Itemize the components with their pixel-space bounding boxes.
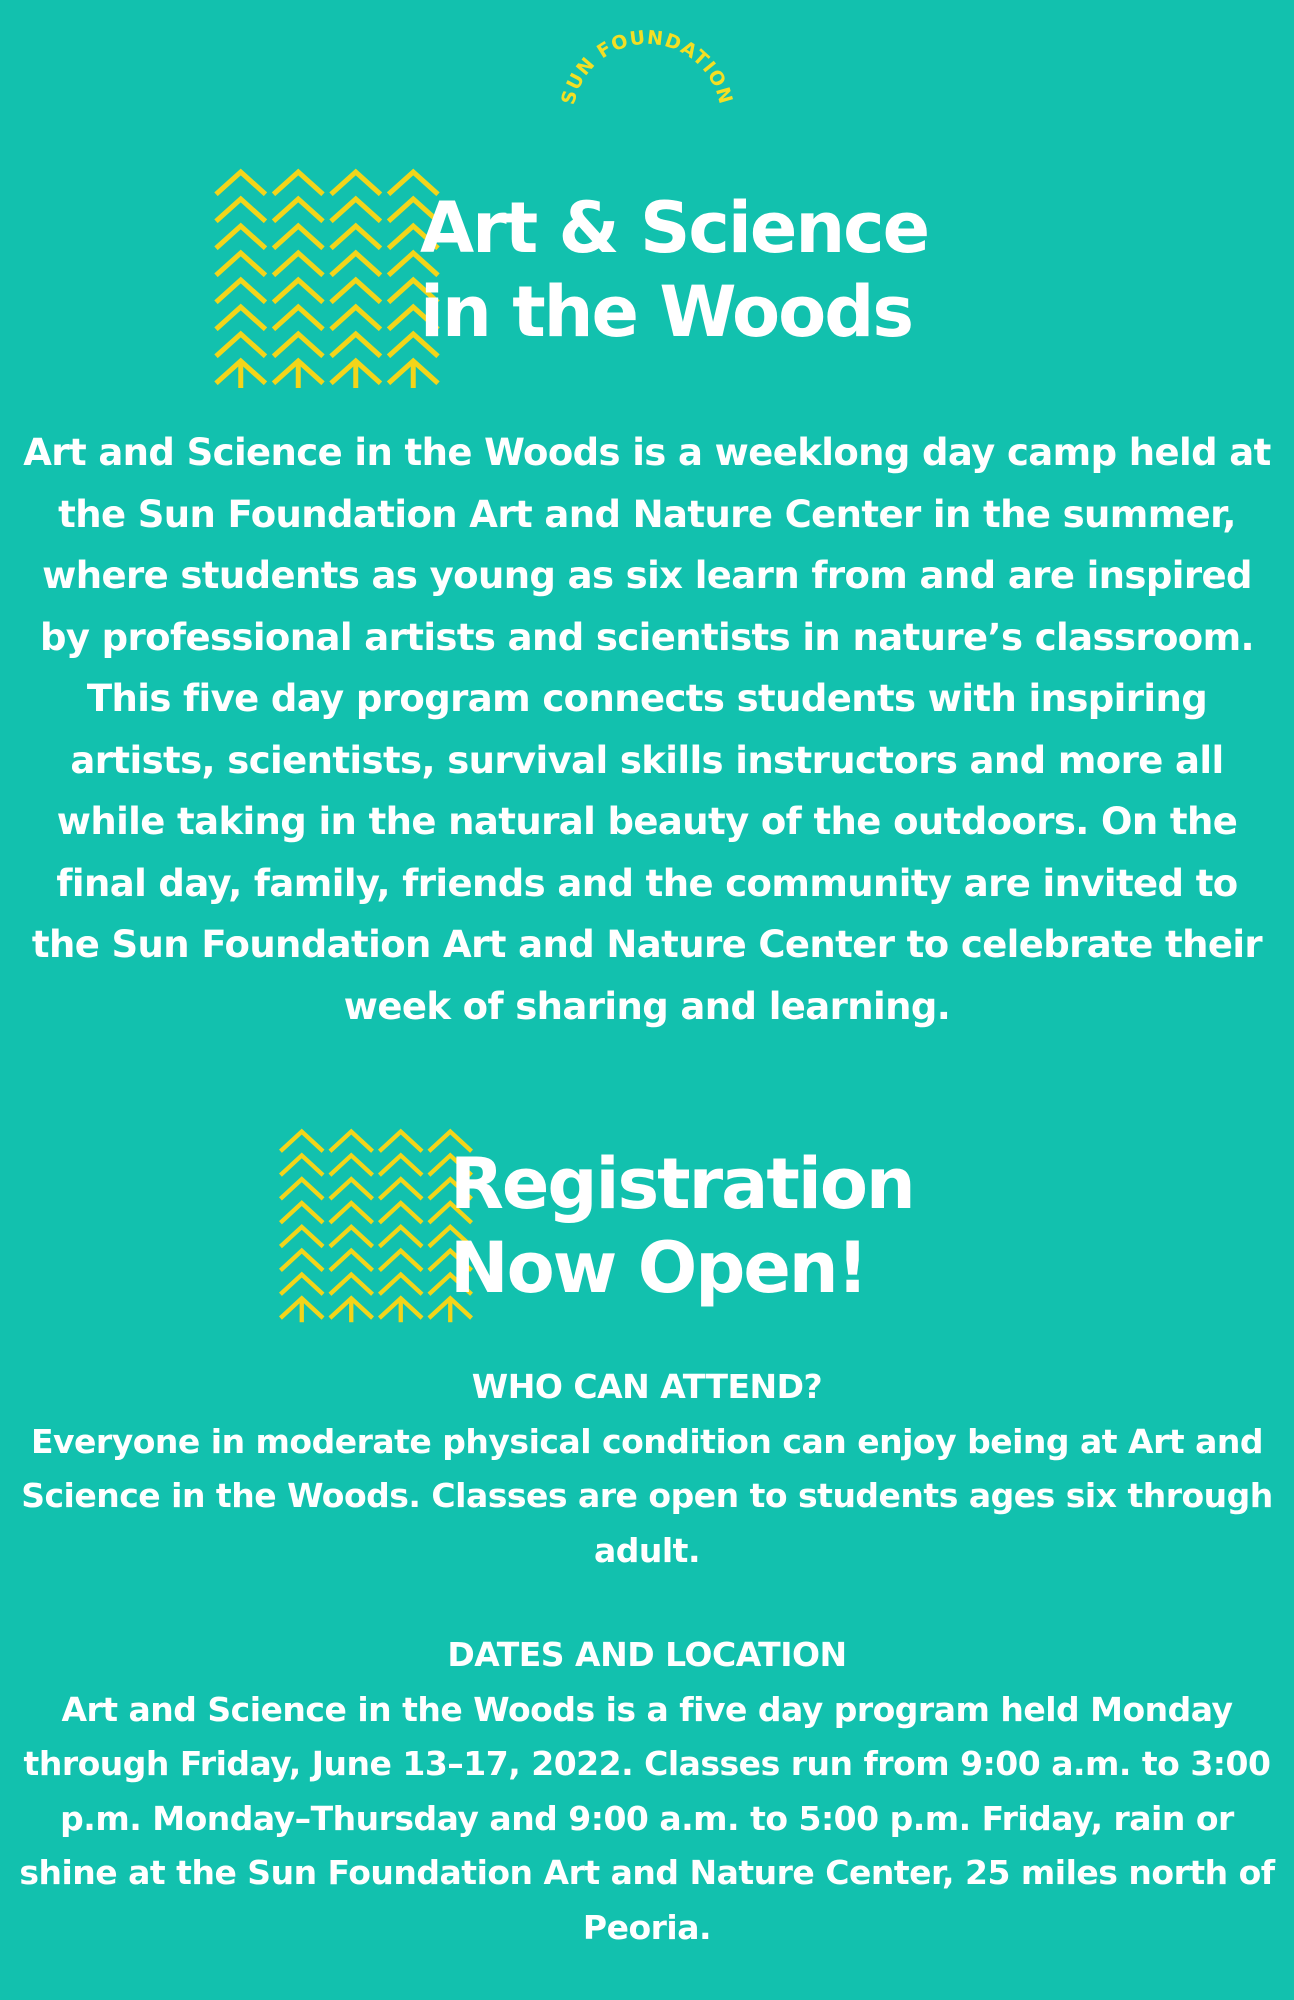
page-title — [420, 186, 928, 354]
chevron-stroke — [274, 280, 324, 302]
dates-location-section — [10, 1628, 1284, 1955]
chevron-stroke — [274, 199, 324, 221]
intro-text — [20, 422, 1274, 1037]
chevron-stroke — [331, 226, 381, 248]
chevron-stroke — [216, 172, 266, 194]
sun-foundation-logo — [547, 14, 747, 124]
chevron-stroke — [216, 307, 266, 329]
chevron-stroke — [331, 280, 381, 302]
chevron-stroke — [379, 1251, 422, 1271]
dates-location-label: DATES AND LOCATION — [447, 1635, 847, 1674]
chevron-stroke — [216, 334, 266, 356]
chevron-stroke — [379, 1179, 422, 1199]
intro-paragraph-2: This five day program connects students with inspiring artists, scientists, survival skills instructors and more all while taking in the natural beauty of the outdoors. On the final day, family, friends and the community are invited to the Sun Foundation Art and Nature Center to celebrate their week of sharing and learning. — [31, 677, 1263, 1028]
who-can-attend-label: WHO CAN ATTEND? — [471, 1367, 823, 1406]
chevron-stroke — [330, 1203, 373, 1223]
chevron-stroke — [330, 1227, 373, 1247]
chevron-pattern-icon — [212, 160, 442, 390]
chevron-stroke — [379, 1155, 422, 1175]
chevron-stroke — [379, 1227, 422, 1247]
chevron-stroke — [280, 1132, 323, 1152]
chevron-stroke — [331, 253, 381, 275]
chevron-stroke — [330, 1155, 373, 1175]
chevron-stroke — [280, 1179, 323, 1199]
chevron-stroke — [331, 307, 381, 329]
chevron-stroke — [280, 1203, 323, 1223]
chevron-stroke — [331, 334, 381, 356]
who-can-attend-text: Everyone in moderate physical condition can enjoy being at Art and Science in the Woods. Classes are open to students ages six through adult. — [21, 1421, 1273, 1570]
chevron-stroke — [331, 172, 381, 194]
title-line-2: in the Woods — [420, 271, 913, 353]
chevron-stroke — [216, 280, 266, 302]
chevron-stroke — [331, 199, 381, 221]
chevron-stroke — [330, 1179, 373, 1199]
chevron-stroke — [274, 334, 324, 356]
chevron-stroke — [330, 1132, 373, 1152]
chevron-stroke — [274, 307, 324, 329]
dates-location-text: Art and Science in the Woods is a five day program held Monday through Friday, June 13–17, 2022. Classes run from 9:00 a.m. to 3:00 p.m. Monday–Thursday and 9:00 a.m. to 5:00 p.m. Friday, rain or shine at the Sun Foundation Art and Nature Center, 25 miles north of Peoria. — [19, 1689, 1275, 1947]
chevron-stroke — [280, 1251, 323, 1271]
chevron-stroke — [280, 1155, 323, 1175]
chevron-stroke — [379, 1203, 422, 1223]
chevron-stroke — [379, 1132, 422, 1152]
logo-text: SUN FOUNDATION — [557, 26, 737, 107]
chevron-stroke — [280, 1227, 323, 1247]
registration-heading — [450, 1142, 914, 1310]
registration-line-2: Now Open! — [450, 1227, 867, 1309]
chevron-stroke — [274, 226, 324, 248]
chevron-stroke — [274, 172, 324, 194]
registration-line-1: Registration — [450, 1143, 914, 1225]
chevron-stroke — [216, 253, 266, 275]
chevron-pattern-icon — [277, 1121, 475, 1324]
chevron-stroke — [274, 253, 324, 275]
chevron-stroke — [280, 1275, 323, 1295]
chevron-stroke — [216, 199, 266, 221]
intro-paragraph-1: Art and Science in the Woods is a weeklong day camp held at the Sun Foundation Art and Nature Center in the summer, where students as young as six learn from and are inspired by professional artists and scientists in nature’s classroom. — [23, 431, 1271, 659]
who-can-attend-section — [10, 1360, 1284, 1578]
chevron-stroke — [330, 1251, 373, 1271]
chevron-stroke — [379, 1275, 422, 1295]
chevron-stroke — [216, 226, 266, 248]
title-line-1: Art & Science — [420, 187, 929, 269]
chevron-stroke — [330, 1275, 373, 1295]
